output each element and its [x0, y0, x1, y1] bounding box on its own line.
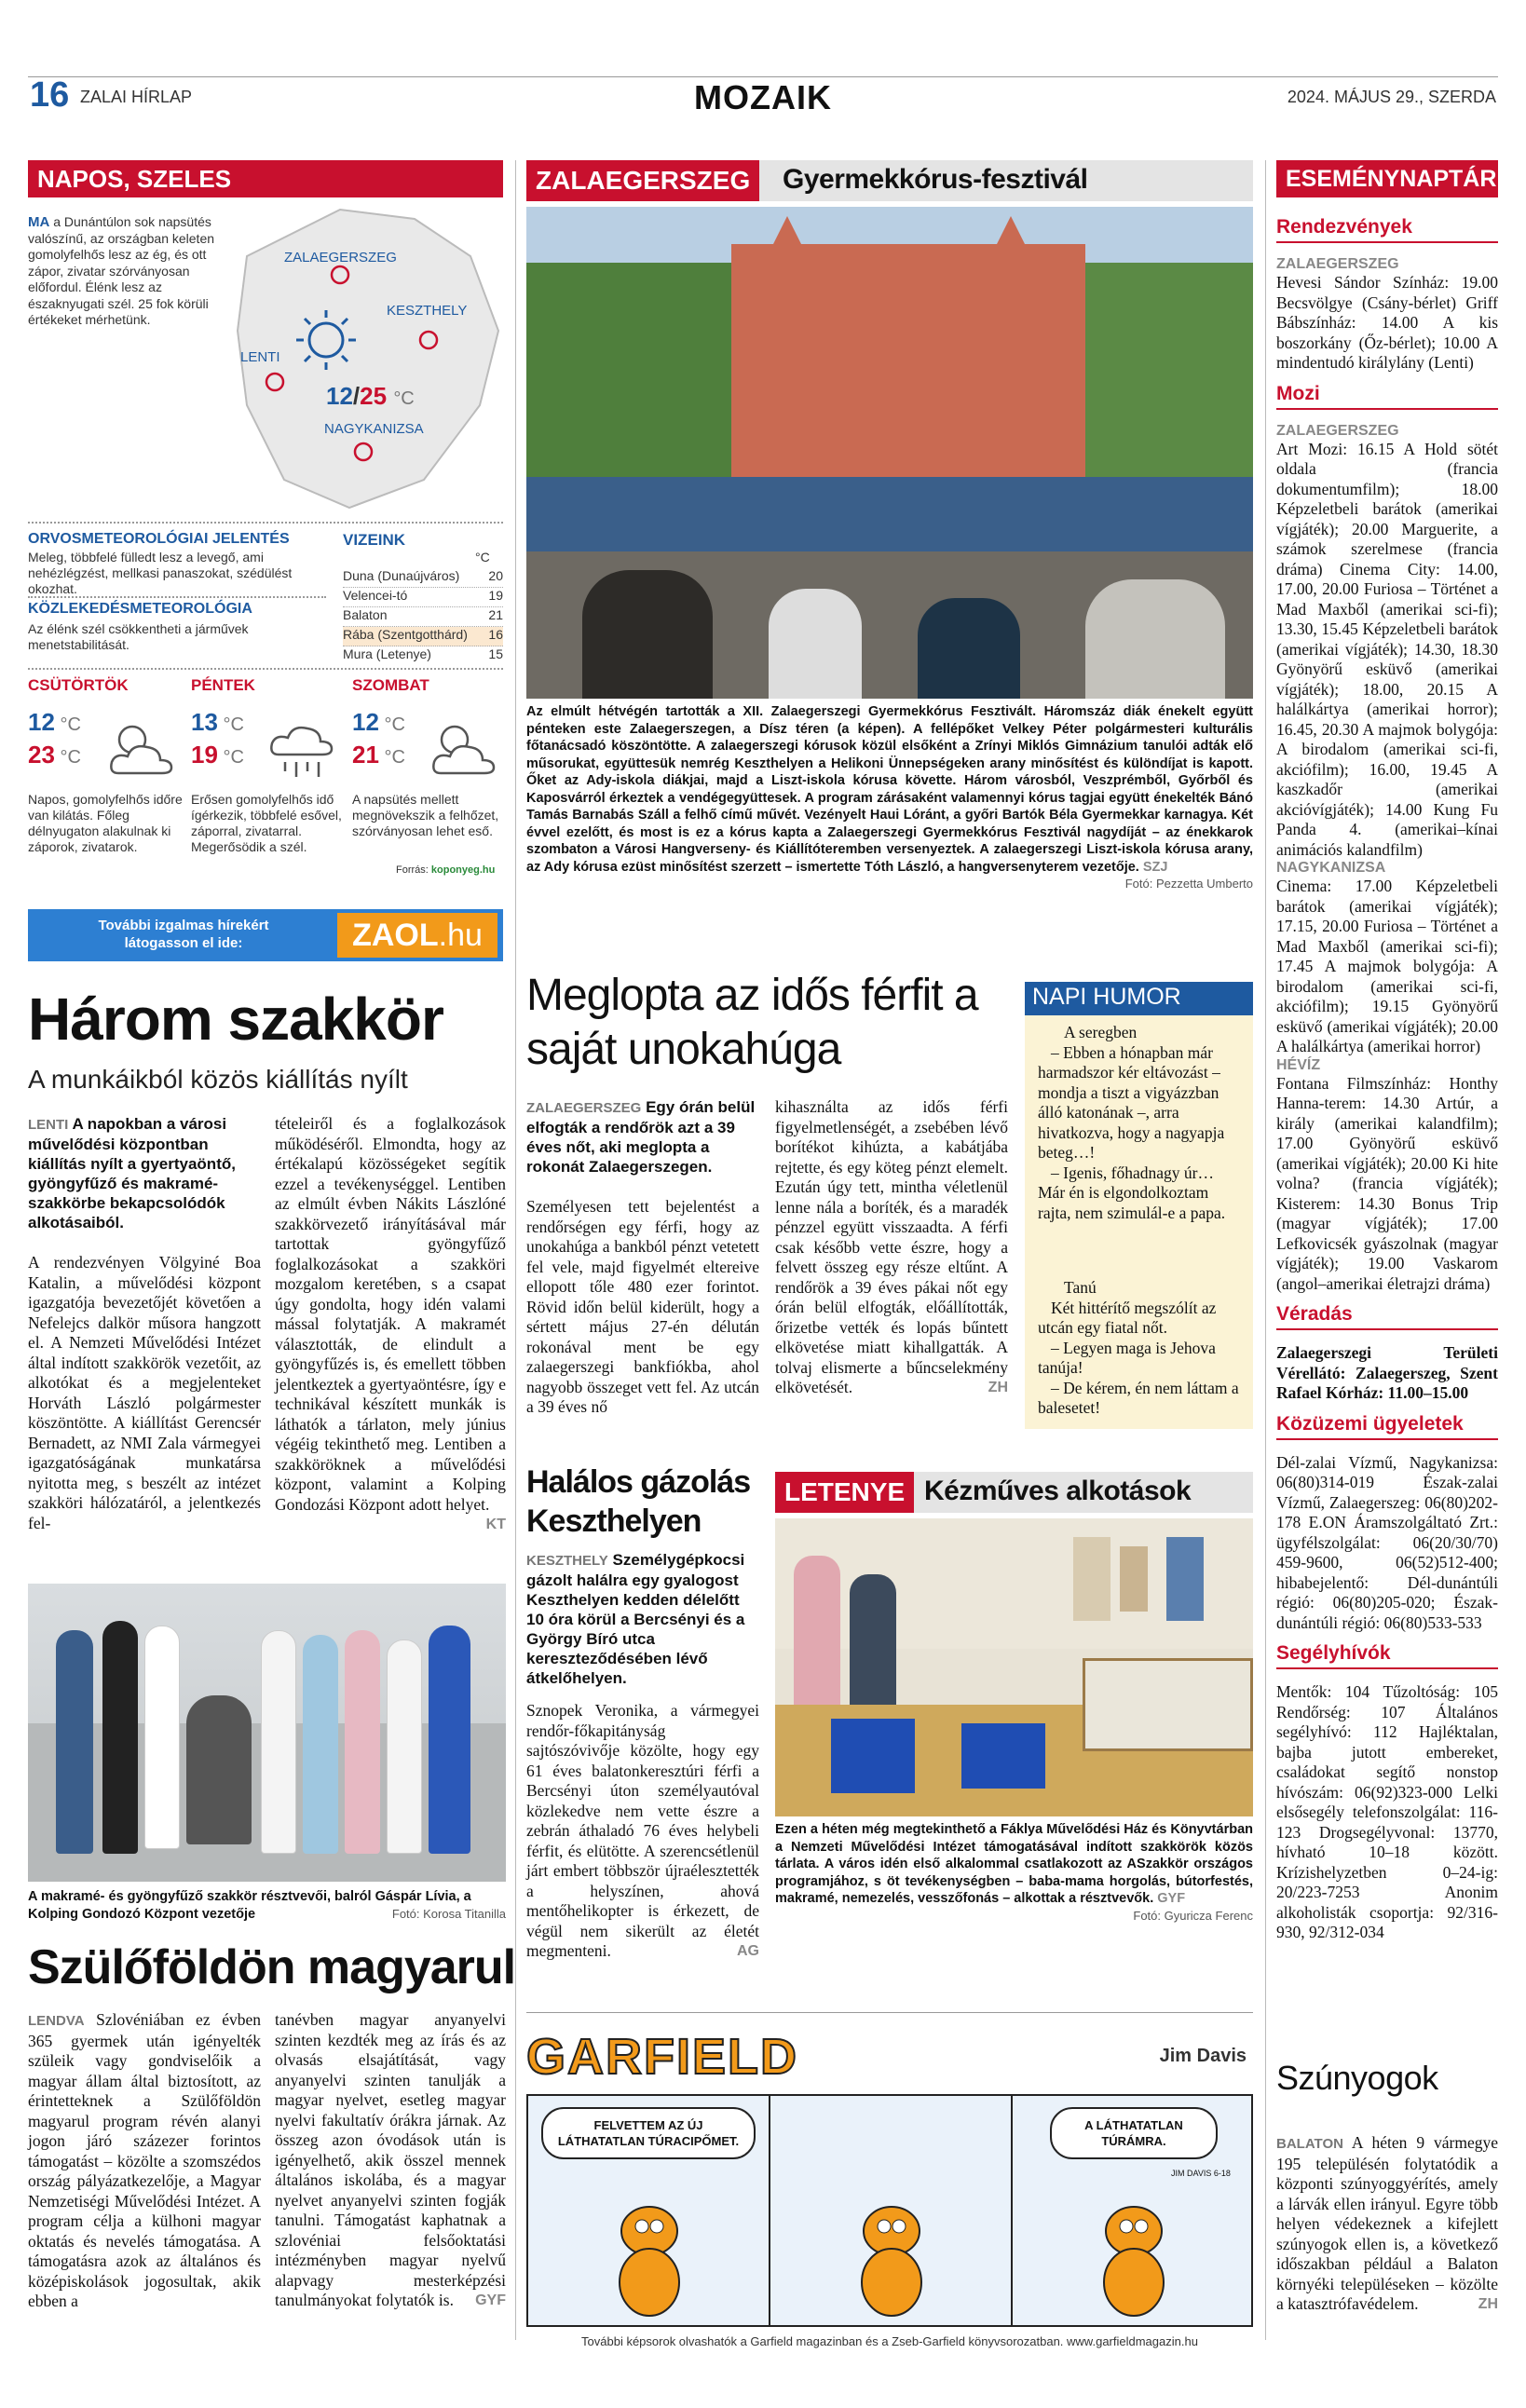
- rend-text: Hevesi Sándor Színház: 19.00 Becsvölgye (Csány-bérlet) Griff Bábszínház: 14.00 A kis boszorkány (Őz-bérlet); 10.00 A mindentudó királylány (Lenti): [1276, 273, 1498, 372]
- orvos-title: ORVOSMETEOROLÓGIAI JELENTÉS: [28, 531, 290, 547]
- mosquito-title: Szúnyogok: [1276, 2059, 1438, 2097]
- today-min: 12: [326, 382, 353, 410]
- vizeink-title: VIZEINK: [343, 531, 406, 549]
- day-min: 12: [352, 708, 379, 736]
- header-date: 2024. MÁJUS 29., SZERDA: [1287, 88, 1496, 106]
- column-rule: [1265, 160, 1266, 2340]
- festival-credit: Fotó: Pezzetta Umberto: [1124, 877, 1253, 891]
- letenye-photo: [775, 1518, 1253, 1816]
- section-veradas: Véradás: [1276, 1303, 1498, 1330]
- garfield-cat-icon: [1087, 2189, 1180, 2320]
- festival-place: ZALAEGERSZEG: [526, 160, 759, 201]
- mosquito-signature: ZH: [1478, 2296, 1498, 2312]
- accident-body: Sznopek Veronika, a vármegyei rendőr-főkapitányság sajtószóvivője közölte, hogy egy 61 éves balatonkeresztúri férfi a Bercsényi úton személyautóval közlekedve nem vette észre a zebrán áthaladó 76 éves helybeli férfit, és elütötte. A szerencsétlenül járt embert többször újraélesztették a helyszínen, ahová mentőhelikopter is érkezett, de végül nem sikerült az életét megmenteni. AG: [526, 1701, 759, 1960]
- source-logo: koponyeg.hu: [430, 864, 496, 876]
- article1-col1: [28, 1114, 261, 1533]
- garfield-cat-icon: [603, 2189, 696, 2320]
- article1-title: Három szakkör: [28, 986, 443, 1053]
- article2-col1: LENDVA Szlovéniában ez évben 365 gyermek után igényelték szüleik vagy gondviselőik a magyar állam által biztosított, az érintetteknek a Szülőföldön magyarul program révén alanyi jogon járó százezer forintos támogatást – közölte a szomszédos ország pályázatkezelője, a Magyar Nemzetiségi Művelődési Intézet. A program célja a külhoni magyar oktatás és nevelés támogatása. A támogatásra azok az általános és középiskolások jogosultak, akik ebben a: [28, 2010, 261, 2310]
- forecast-day: PÉNTEK 13 °C 19 °C Erősen gomolyfelhős idő ígérkezik, többfelé esővel, záporral, zivatarral. Megerősödik a szél.: [191, 676, 349, 855]
- events-list: Rendezvények ZALAEGERSZEG Hevesi Sándor Színház: 19.00 Becsvölgye (Csány-bérlet) Griff Bábszínház: 14.00 A kis boszorkány (Őz-bérlet); 10.00 A mindentudó királylány (Lenti) Mozi ZALAEGERSZEG Art Mozi: 16.15 A Hold sötét oldala (francia dokumentumfilm); 18.00 Képzeletbeli barátok (amerikai vígjáték); 20.00 Marguerite, a számok szerelmese (francia dráma) Cinema City: 14.00, 17.00, 20.00 Furiosa – Történet a Mad Maxből (amerikai sci-fi); 13.30, 15.45 Képzeletbeli barátok (amerikai vígjáték); 14.30, 18.30 Gyönyörű esküvő (amerikai vígjáték); 18.00, 20.15 A halálkártya (amerikai horror); 16.45, 20.30 A majmok bolygója: A birodalom (amerikai sci-fi, akciófilm); 16.00, 19.45 A kaszkadőr (amerikai akcióvígjáték); 14.00 Kung Fu Panda 4. (amerikai–kínai animációs kalandfilm) NAGYKANIZSA Cinema: 17.00 Képzeletbeli barátok (amerikai vígjáték); 17.15, 20.00 Furiosa – Történet a Mad Maxből (amerikai sci-fi); 17.45 A majmok bolygója: A birodalom (amerikai sci-fi, akciófilm); 19.15 Gyönyörű esküvő (amerikai vígjáték); 20.00 A halálkártya (amerikai horror) HÉVÍZ Fontana Filmszínház: Honthy Hanna-terem: 14.30 Artúr, a király (amerikai kalandfilm); 17.00 Gyönyörű esküvő (amerikai vígjáték); 20.00 Ki hite volna? (francia vígjáték); Kisterem: 14.30 Bonus Trip (magyar vígjáték); 17.00 Lefkovicsék gyászolnak (magyar vígjáték); 19.00 Vaskarom (angol–amerikai életrajzi dráma) Véradás Zalaegerszegi Területi Vérellátó: Zalaegerszeg, Szent Rafael Kórház: 11.00–15.00 Közüzemi ügyeletek Dél-zalai Vízmű, Nagykanizsa: 06(80)314-019 Észak-zalai Vízmű, Zalaegerszeg: 06(80)202-178 E.ON Áramszolgáltató Zrt.: ügyfélszolgálat: 06(20/30/70) 459-9600, 06(52)512-400; hibabejelentő: Dél-dunántúli régió: 06(80)205-020; Észak-dunántúli régió: 06(80)533-533 Segélyhívók Mentők: 104 Tűzoltóság: 105 Rendőrség: 107 Általános segélyhívó: 112 Hajléktalan, bajba jutott embereket, családokat segítő nonstop hívószám: 06(92)323-000 Lelki elsősegély telefonszolgálat: 116-123 Drogsegélyvonal: 13770, hívható 10–18 között. Krízishelyzetben 0–24-ig: 20/223-7253 Anonim alkoholisták csoportja: 92/316-930, 92/312-034: [1276, 216, 1498, 1941]
- water-row: Balaton 21: [343, 607, 503, 627]
- letenye-title: Kézműves alkotások: [924, 1476, 1192, 1506]
- mozi-text-1: Art Mozi: 16.15 A Hold sötét oldala (francia dokumentumfilm); 18.00 Képzeletbeli barátok (amerikai vígjáték); 20.00 Marguerite, a számok szerelmese (francia dráma) Cinema City: 14.00, 17.00, 20.00 Furiosa – Történet a Mad Maxből (amerikai sci-fi); 13.30, 15.45 Képzeletbeli barátok (amerikai vígjáték); 14.30, 18.30 Gyönyörű esküvő (amerikai vígjáték); 18.00, 20.15 A halálkártya (amerikai horror); 16.45, 20.30 A majmok bolygója: A birodalom (amerikai sci-fi, akciófilm); 16.00, 19.45 A kaszkadőr (amerikai akcióvígjáték); 14.00 Kung Fu Panda 4. (amerikai–kínai animációs kalandfilm): [1276, 439, 1498, 859]
- water-table: [343, 568, 503, 666]
- festival-caption: Az elmúlt hétvégén tartották a XII. Zalaegerszegi Gyermekkórus Fesztivált. Háromszáz diák énekelt együtt pénteken este Zalaegerszegen, a Dísz téren (a képen). A fellépőket Velkey Péter polgármesteri kulturális főtanácsadó köszöntötte. A zalaegerszegi kórusok közül elsőként a Zrínyi Miklós Gimnázium tanulói adták elő műsorukat, együttesük nemrég Keszthelyen a Helikoni Ünnepségeken arany minősítést és különdíjat is kapott. Őket az Ady-iskola diákjai, majd a Liszt-iskola kórusa követte. Három városból, Veszprémből, Győrből és Kaposvárról érkeztek a vendégegyüttesek. A program zárásaként valamennyi kórus tagjai együtt énekelték Bánó Tamás Barnabás Száll a felhő című művét. Vezényelt Haui Lóránt, a győri Bartók Béla Gyermekkar karnagya. Két évvel ezelőtt, és most is ez a kórus kapta a Zalaegerszegi Gyermekkórus Fesztivál nagydíját – az énekkarok szombaton a Városi Hangverseny- és Kiállítóteremben versenyeztek. A zalaegerszegi Liszt-iskola kórusa arany, az Ady kórusa ezüst minősítést szerzett – ismertette Tóth László, a hangversenyterem vezetője. SZJ Fotó: Pezzetta Umberto: [526, 703, 1253, 893]
- theft-signature: ZH: [988, 1380, 1008, 1395]
- theft-body1: Személyesen tett bejelentést a rendőrségen egy férfi, hogy az unokahúga a bankból pénzt vetetett fel vele, majd figyelmét eltereive ellopott tőle 480 ezer forintot. Rövid időn belül kiderült, hogy a sértett május 27-én délután rokonával ment be egy zalaegerszegi bankfiókba, ahol nagyobb összeget vett fel. Az utcán a 39 éves nő: [526, 1197, 759, 1416]
- section-segelyhivok: Segélyhívók: [1276, 1642, 1498, 1669]
- festival-title: Gyermekkórus-fesztivál: [783, 164, 1088, 195]
- accident-lead: KESZTHELY Személygépkocsi gázolt halálra egy gyalogost Keszthelyen kedden délelőtt 10 óra körül a Bercsényi és a György Bíró utca kereszteződésében lévő átkelőhelyen.: [526, 1551, 745, 1687]
- orvos-divider: [28, 596, 326, 598]
- day-text: Napos, gomolyfelhős időre van kilátás. Főleg délnyugaton alakulnak ki záporok, zivatarok.: [28, 792, 183, 854]
- garfield-rule: [526, 2012, 1253, 2013]
- day-min: 13: [191, 708, 218, 736]
- page-number: 16: [30, 75, 70, 115]
- sun-cloud-icon: [104, 717, 179, 782]
- kozl-text: Az élénk szél csökkentheti a járművek menetstabilitását.: [28, 621, 249, 652]
- article1-body1: A rendezvényen Völgyiné Boa Katalin, a művelődési központ igazgatója bevezetőjét követően a Nefelejcs dalkör műsora hangzott el. A Nemzeti Művelődési Intézet által indított szakkörök vezetőit, az alkotókat és a megjelenteket Horváth László polgármester köszöntötte. A kiállítást Gerencsér Bernadett, az NMI Zala vármegyei igazgatóságának munkatársa nyitotta meg, s beszélt az intézet szakköri hálózatáról, a jelentkezés fel-: [28, 1253, 261, 1532]
- day-max: 23: [28, 741, 55, 769]
- article1-photo: [28, 1584, 506, 1882]
- weather-intro-kw: MA: [28, 214, 50, 230]
- humor-box: [1025, 982, 1253, 1429]
- garfield-logo: GARFIELD: [526, 2029, 798, 2085]
- article1-caption: A makramé- és gyöngyfűző szakkör résztvevői, balról Gáspár Lívia, a Kolping Gondozó Központ vezetője Fotó: Korosa Titanilla: [28, 1889, 506, 1922]
- theft-col2: kihasználta az idős férfi figyelmetlenségét, a zsebében lévő borítékot kihúzta, a kabátjába rejtette, és egy köteg pénzt elemelt. Ezután úgy tett, mintha véletlenül lenne nála a boríték, és a maradék pénzzel együtt visszaadta. A férfi csak később vette észre, hogy a felvett összeg egy része eltűnt. A rendőrök a 39 éves pákai nőt egy órán belül elfogták, előállították, őrizetbe vették és lopás bűntett elkövetése miatt kihallgatták. A tolvaj elismerte a bűncselekmény elkövetését. ZH: [775, 1097, 1008, 1396]
- letenye-place: LETENYE: [775, 1472, 914, 1513]
- article1-subtitle: A munkáikból közös kiállítás nyílt: [28, 1065, 408, 1094]
- day-name: CSÜTÖRTÖK: [28, 676, 129, 694]
- article1-lead: LENTI A napokban a városi művelődési központban kiállítás nyílt a gyertyaöntő, gyöngyfűző és makramé-szakkörbe bekapcsolódók alkotásaiból.: [28, 1115, 236, 1231]
- letenye-signature: GYF: [1157, 1891, 1186, 1906]
- accident-title: Halálos gázolás Keszthelyen: [526, 1464, 751, 1539]
- map-label-zalaegerszeg: ZALAEGERSZEG: [284, 250, 397, 265]
- festival-header: [526, 160, 1253, 201]
- zaol-promo[interactable]: [28, 909, 503, 961]
- water-row: Rába (Szentgotthárd) 16: [343, 627, 503, 646]
- seg-text: Mentők: 104 Tűzoltóság: 105 Rendőrség: 107 Általános segélyhívó: 112 Hajléktalan, bajba jutott embereket, családokat segítő nonstop hívószám: 06(92)323-000 Lelki elsősegély telefonszolgálat: 116-123 Drogsegélyvonal: 13770, hívható 10–18 között. Krízishelyzetben 0–24-ig: 20/223-7253 Anonim alkoholisták csoportja: 92/316-930, 92/312-034: [1276, 1682, 1498, 1941]
- map-label-keszthely: KESZTHELY: [387, 303, 468, 319]
- header-rule: [28, 76, 1498, 77]
- forecast-day: SZOMBAT 12 °C 21 °C A napsütés mellett megnövekszik a felhőzet, szórványosan lehet eső.: [352, 676, 511, 839]
- accident-signature: AG: [737, 1943, 759, 1959]
- kozl-title: KÖZLEKEDÉSMETEOROLÓGIA: [28, 601, 252, 617]
- column-rule: [515, 160, 516, 2340]
- sun-cloud-icon: [427, 717, 501, 782]
- garfield-sign: JIM DAVIS 6-18: [1171, 2169, 1231, 2178]
- paper-name: ZALAI HÍRLAP: [80, 88, 193, 106]
- orvos-text: Meleg, többfelé fülledt lesz a levegő, ami nehézlégzést, mellkasi panaszokat, szédülést okozhat.: [28, 550, 293, 596]
- mozi-text-2: Cinema: 17.00 Képzeletbeli barátok (amerikai vígjáték); 17.15, 20.00 Furiosa – Történet a Mad Maxből (amerikai sci-fi); 17.45 A majmok bolygója: A birodalom (amerikai sci-fi, akciófilm); 19.15 Gyönyörű esküvő (amerikai vígjáték); 20.00 A halálkártya (amerikai horror): [1276, 877, 1498, 1055]
- article2-col2: tanévben magyar anyanyelvi szinten kezdték meg az írás és az olvasás elsajátítását, vagy anyanyelvi szinten tanulják a magyar nyelvet, esetleg magyar nyelvi fakultatív órákra járnak. Az összeg azon óvodások után is igényelhető, akik összel mennek általános iskolába, és a magyar nyelvet anyanyelvi szinten fogják tanulni. Támogatást kaphatnak a szlovéniai felsőoktatási intézményben magyar nyelvű alapvagy mesterképzési tanulmányokat folytatók is. GYF: [275, 2010, 506, 2309]
- humor-title: NAPI HUMOR: [1025, 982, 1253, 1015]
- forecast-divider: [28, 668, 503, 670]
- letenye-credit: Fotó: Gyuricza Ferenc: [1133, 1908, 1253, 1923]
- map-label-nagykanizsa: NAGYKANIZSA: [324, 421, 424, 437]
- theft-lead: ZALAEGERSZEG Egy órán belül elfogták a rendőrök azt a 39 éves nőt, aki meglopta a rokonát Zalaegerszegen.: [526, 1098, 756, 1176]
- map-label-lenti: LENTI: [240, 349, 280, 365]
- today-deg-unit: °C: [393, 388, 415, 409]
- theft-title: Meglopta az idős férfit a saját unokahúga: [526, 971, 978, 1074]
- mosquito-body: BALATON A héten 9 vármegye 195 településén folytatódik a központi szúnyoggyérítés, amely a lárvák ellen irányul. Egyre több helyen védekeznek a kifejlett szúnyogok ellen is, a következő időszakban például a Balaton környéki településeken – közölte a katasztrófavédelem. ZH: [1276, 2133, 1498, 2313]
- water-row: Velencei-tó 19: [343, 588, 503, 607]
- article2-title: Szülőföldön magyarul: [28, 1940, 516, 1994]
- mozi-text-3: Fontana Filmszínház: Honthy Hanna-terem: 14.30 Artúr, a király (amerikai kalandfilm); 17.00 Gyönyörű esküvő (amerikai vígjáték); 20.00 Ki hite volna? (francia vígjáték); Kisterem: 14.30 Bonus Trip (magyar vígjáték); 17.00 Lefkovicsék gyászolnak (magyar vígjáték); 19.00 Vaskarom (angol–amerikai életrajzi dráma): [1276, 1073, 1498, 1293]
- festival-photo: [526, 207, 1253, 699]
- speech-bubble-2: A LÁTHATATLAN TÚRÁMRA.: [1050, 2107, 1218, 2159]
- day-max: 21: [352, 741, 379, 769]
- section-mozi: Mozi: [1276, 383, 1498, 410]
- garfield-strip: [526, 2094, 1253, 2327]
- day-text: Erősen gomolyfelhős idő ígérkezik, többfelé esővel, záporral, zivatarral. Megerősödik a szél.: [191, 792, 342, 854]
- section-kozuzemi: Közüzemi ügyeletek: [1276, 1413, 1498, 1440]
- weather-source: Forrás: koponyeg.hu: [396, 864, 496, 876]
- zaol-logo[interactable]: ZAOL.hu: [337, 913, 497, 958]
- promo-text: További izgalmas hírekért látogasson el ide:: [98, 918, 269, 951]
- water-row: Mura (Letenye) 15: [343, 646, 503, 661]
- weather-intro: [28, 214, 224, 329]
- rain-cloud-icon: [265, 717, 339, 782]
- article1-signature: KT: [485, 1517, 506, 1532]
- today-temps: 12/25 °C: [326, 382, 415, 410]
- vizeink-unit: °C: [475, 550, 490, 565]
- forecast-day: CSÜTÖRTÖK 12 °C 23 °C Napos, gomolyfelhős időre van kilátás. Főleg délnyugaton alakulnak ki záporok, zivatarok.: [28, 676, 186, 855]
- humor-joke1: A seregben – Ebben a hónapban már harmadszor kér eltávozást – mondja a tiszt a vigyázzban álló katonának –, arra hivatkozva, hogy a nagyapja beteg…! – Igenis, főhadnagy úr… Már én is elgondolkoztam rajta, nem szimulál-e a papa.: [1038, 1023, 1226, 1222]
- humor-joke2: Tanú Két hittérítő megszólít az utcán egy fiatal nőt. – Legyen maga is Jehova tanúja! – De kérem, én nem láttam a balesetet!: [1038, 1278, 1239, 1417]
- section-rendezvenyek: Rendezvények: [1276, 216, 1498, 243]
- theft-col1: [526, 1097, 759, 1418]
- letenye-caption: Ezen a héten még megtekinthető a Fáklya Művelődési Ház és Könyvtárban a Nemzeti Művelődési Intézet támogatásával indított szakkörök közös tárlata. A város idén első alkalommal csatlakozott az ASzakkör országos programjához, s öt tevékenységben – baba-mama horgolás, bútorfestés, makramé, nemezelés, vesszőfonás – alkottak a résztvevők. GYF Fotó: Gyuricza Ferenc: [775, 1821, 1253, 1925]
- article1-credit: Fotó: Korosa Titanilla: [391, 1906, 506, 1921]
- letenye-header: [775, 1472, 1253, 1513]
- day-name: PÉNTEK: [191, 676, 255, 694]
- day-name: SZOMBAT: [352, 676, 429, 694]
- section-title: MOZAIK: [694, 78, 832, 116]
- koz-text: Dél-zalai Vízmű, Nagykanizsa: 06(80)314-019 Észak-zalai Vízmű, Zalaegerszeg: 06(80)202-178 E.ON Áramszolgáltató Zrt.: ügyfélszolgálat: 06(20/30/70) 459-9600, 06(52)512-400; hibabejelentő: Dél-dunántúli régió: 06(80)205-020; Észak-dunántúli régió: 06(80)533-533: [1276, 1452, 1498, 1632]
- events-title: ESEMÉNYNAPTÁR: [1276, 160, 1498, 197]
- weather-divider: [28, 522, 503, 524]
- water-row: Duna (Dunaújváros) 20: [343, 568, 503, 588]
- speech-bubble-1: FELVETTEM AZ ÚJ LÁTHATATLAN TÚRACIPŐMET.: [541, 2107, 756, 2159]
- garfield-cat-icon: [845, 2189, 938, 2320]
- day-max: 19: [191, 741, 218, 769]
- today-max: 25: [360, 382, 388, 410]
- article2-signature: GYF: [475, 2292, 506, 2308]
- day-min: 12: [28, 708, 55, 736]
- garfield-footer: További képsorok olvashatók a Garfield magazinban és a Zseb-Garfield könyvsorozatban. www.garfieldmagazin.hu: [581, 2334, 1198, 2348]
- article1-col2: tételeiről és a foglalkozások működéséről. Elmondta, hogy az értékalapú közösségeket segítik ezzel a tevékenységgel. Lentiben az elmúlt évben Nákits Lászlóné szakkörvezető irányításával már tartottak gyöngyfűző foglalkozásokat a szakköri mozgalom keretében, s a csapat úgy gondolta, hogy idén valami mással folytatják. A makramét választották, de elindult a gyöngyfűzés is, és emellett többen jelentkeztek a gyertyaöntésre, így e technikával készített munkák is láthatók a tárlaton, mely június végéig tekinthető meg. Lentiben a szakköröknek a művelődési központ, valamint a Kolping Gondozási Központ adott helyet. KT: [275, 1114, 506, 1535]
- festival-signature: SZJ: [1142, 859, 1168, 875]
- weather-title: NAPOS, SZELES: [28, 160, 503, 197]
- day-text: A napsütés mellett megnövekszik a felhőzet, szórványosan lehet eső.: [352, 792, 499, 838]
- garfield-author: Jim Davis: [1159, 2046, 1247, 2066]
- weather-intro-text: a Dunántúlon sok napsütés valószínű, az országban keleten gomolyfelhős lesz az ég, és ott zápor, zivatar szórványosan előfordul. Élénk lesz az északnyugati szél. 25 fok körüli értékeket mérhetünk.: [28, 214, 215, 327]
- ver-text: Zalaegerszegi Területi Vérellátó: Zalaegerszeg, Szent Rafael Kórház: 11.00–15.00: [1276, 1343, 1498, 1402]
